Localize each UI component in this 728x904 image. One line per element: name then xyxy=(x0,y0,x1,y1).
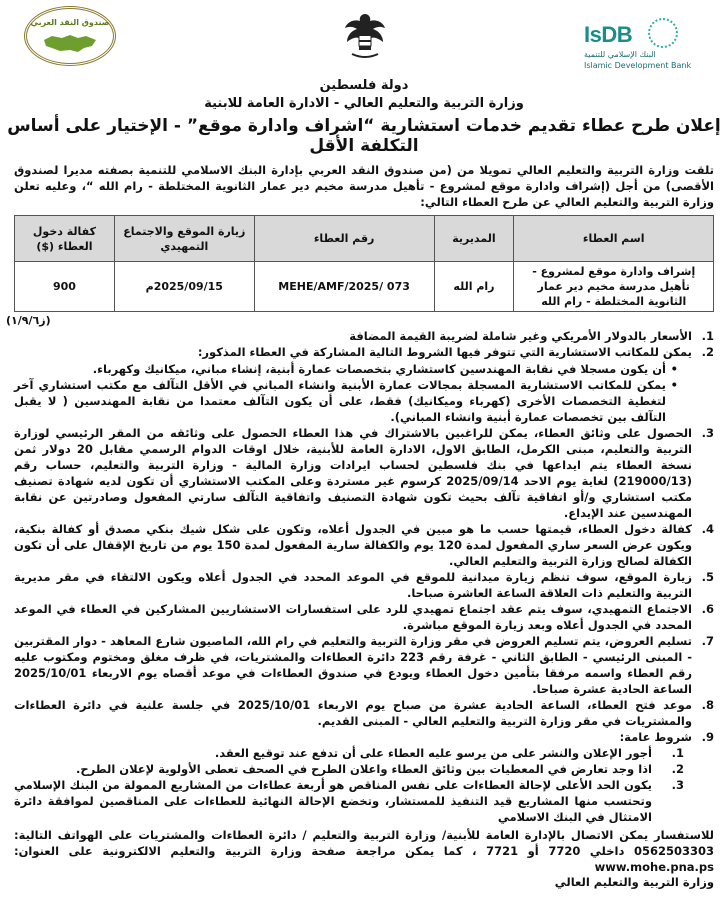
table-row xyxy=(15,262,714,312)
announcement-title: إعلان طرح عطاء تقديم خدمات استشارية “اشراف وادارة موقع” - الإختيار على أساس التكلفة الأقل xyxy=(7,116,721,156)
tender-table xyxy=(14,215,714,312)
clause-3: 3. الحصول على وثائق العطاء، يمكن للراغبين بالاشتراك في هذا العطاء الحصول على وثائقه من المقر الرئيسي لوزارة التربية والتعليم، مبنى الكرمل، الطابق الاول، الادارة العامة للأبنية، خلال اوقات الدوام الرسمي مقابل 20 دولار ثمن نسخة العطاء يتم ايداعها في بنك فلسطين لحساب ايرادات وزارة المالية - وزارة التربية والتعليم، حساب رقم (219000/13) لغاية يوم الاحد 2025/09/14 كرسوم غير مستردة وعلى المكتب الاستشاري أن تكون لديه شهادة تصنيف مكتب استشاري و/أو اتفاقية تآلف بحيث تكون شهادة التصنيف واتفاقية التآلف سارتي المفعول وصادرتين عن نقابة المهندسين عند الإيداع. xyxy=(14,426,714,520)
fund-logo-text: صندوق النقد العربي xyxy=(30,18,110,27)
palestine-eagle-emblem-icon xyxy=(342,10,388,62)
list-item: 3. يكون الحد الأعلى لإحالة العطاءات على نفس المناقص هو أربعة عطاءات من المشاريع الممولة من البنك الإسلامي وتحتسب منها المشاريع قيد التنفيذ للمستشار، وتخضع الإحالة النهائية للعطاءات على المناقصين لموافقة دائرة الامتثال في البنك الاسلامي xyxy=(14,778,684,824)
header-tender-name: اسم العطاء xyxy=(514,216,714,262)
clause-2: 2. يمكن للمكاتب الاستشارية التي تتوفر فيها الشروط التالية المشاركة في العطاء المذكور: • أن يكون مسجلا في نقابة المهندسين كاستشاري بتخصصات عمارة أبنية، إنشاء مباني، ميكانيك وكهرباء. • يمكن للمكاتب الاستشارية المسجلة بمجالات عمارة الأبنية وانشاء المباني في الأقل التآلف مع مكتب استشاري آخر لتغطية التخصصات الأخرى (كهرباء وميكانيك) فقط، على أن يكون التآلف معتمدا من نقابة المهندسين ( لا يقبل التآلف بين تخصصات عمارة أبنية وانشاء المباني). xyxy=(14,344,714,425)
list-item: • أن يكون مسجلا في نقابة المهندسين كاستشاري بتخصصات عمارة أبنية، إنشاء مباني، ميكانيك وكهرباء. xyxy=(14,361,678,377)
clause-2-bullets xyxy=(14,361,678,425)
reference-code: (ز١/٩/٦) xyxy=(6,314,51,327)
intro-paragraph: تلقت وزارة التربية والتعليم العالي تمويلا من (من صندوق النقد العربي بإدارة البنك الاسلامي للتنمية بصفته مديرا لصندوق الأقصى) من أجل (إشراف وادارة موقع لمشروع - تأهيل مدرسة مخيم دير عمار الثانوية المختلطة - رام الله “، وعليه تعلن وزارة التربية والتعليم العالي عن طرح العطاء التالي: xyxy=(14,163,714,209)
ministry-name: وزارة التربية والتعليم العالي - الادارة العامة للابنية xyxy=(204,96,524,111)
country-name: دولة فلسطين xyxy=(319,78,409,93)
header xyxy=(6,0,722,72)
list-item: 1. أجور الإعلان والنشر على من يرسو عليه العطاء على أن تدفع عند توقيع العقد. xyxy=(214,746,684,760)
isdb-logo-text: IsDB xyxy=(584,22,633,47)
contact-paragraph: للاستفسار يمكن الاتصال بالإدارة العامة للأبنية/ وزارة التربية والتعليم / دائرة العطاءات والمشتريات على الهواتف التالية: 0562503303 داخلي 7720 أو 7721 ، كما يمكن مراجعة صفحة وزارة التربية والتعليم الالكترونية على العنوان: www.mohe.pna.ps xyxy=(14,828,714,874)
table-header-row xyxy=(15,216,714,262)
clause-4: 4. كفالة دخول العطاء، قيمتها حسب ما هو مبين في الجدول أعلاه، وتكون على شكل شيك بنكي مصدق أو كفالة بنكية، ويكون عرض السعر ساري المفعول لمدة 120 يوم والكفالة سارية المفعول لمدة 150 يوم من تاريخ الإقفال على أن تكون الكفالة لصالح وزارة التربية والتعليم العالي. xyxy=(14,522,714,568)
isdb-english-name: Islamic Development Bank xyxy=(584,61,692,70)
header-site-visit: زيارة الموقع والاجتماع التمهيدي xyxy=(114,216,254,262)
arab-world-map-icon xyxy=(42,30,98,54)
list-item: • يمكن للمكاتب الاستشارية المسجلة بمجالات عمارة الأبنية وانشاء المباني في الأقل التآلف مع مكتب استشاري آخر لتغطية التخصصات الأخرى (كهرباء وميكانيك) فقط، على أن يكون التآلف معتمدا من نقابة المهندسين ( لا يقبل التآلف بين تخصصات عمارة أبنية وانشاء المباني). xyxy=(14,377,678,425)
cell-tender-number: MEHE/AMF/2025/ 073 xyxy=(254,262,434,312)
clauses-list xyxy=(14,328,714,825)
clause-5: 5. زيارة الموقع، سوف تنظم زيارة ميدانية للموقع في الموعد المحدد في الجدول أعلاه ويكون الالتقاء في مقر مديرية التربية والتعليم ذات العلاقة الساعة العاشرة صباحا. xyxy=(14,570,714,600)
titles xyxy=(6,78,722,156)
isdb-logo xyxy=(584,12,726,72)
cell-site-visit-date: 2025/09/15م xyxy=(114,262,254,312)
cell-tender-name: إشراف وادارة موقع لمشروع - تأهيل مدرسة مخيم دير عمار الثانوية المختلطة - رام الله xyxy=(514,262,714,312)
isdb-arabic-name: البنك الإسلامي للتنمية xyxy=(584,50,656,59)
header-tender-number: رقم العطاء xyxy=(254,216,434,262)
clause-6: 6. الاجتماع التمهيدي، سوف يتم عقد اجتماع تمهيدي للرد على استفسارات الاستشاريين المشاركين في العطاء في الموعد المحدد في الجدول أعلاه وبعد زيارة الموقع مباشرة. xyxy=(14,602,714,632)
header-directorate: المديرية xyxy=(434,216,514,262)
list-item: 2. اذا وجد تعارض في المعطيات بين وثائق العطاء واعلان الطرح في الصحف تعطى الأولوية لإعلان الطرح. xyxy=(75,762,684,776)
clause-8: 8. موعد فتح العطاء، الساعة الحادية عشرة من صباح يوم الاربعاء 2025/10/01 في جلسة علنية في دائرة العطاءات والمشتريات في مقر وزارة التربية والتعليم العالي - المبنى القديم. xyxy=(14,698,714,728)
cell-bid-bond: 900 xyxy=(15,262,115,312)
cell-directorate: رام الله xyxy=(434,262,514,312)
clause-1: 1. الأسعار بالدولار الأمريكي وغير شاملة لضريبة القيمة المضافة xyxy=(349,329,714,343)
isdb-globe-icon xyxy=(648,18,678,48)
clause-7: 7. تسليم العروض، يتم تسليم العروض في مقر وزارة التربية والتعليم في رام الله، الماصيون شارع المعاهد - دوار المقتربين - المبنى الرئيسي - الطابق الثاني - غرفة رقم 223 دائرة العطاءات والمشتريات، في ظرف مغلق ومختوم ومكتوب عليه رقم العطاء واسمه مرفقا بتأمين دخول العطاء ويودع في صندوق العطاءات في موعد أقصاه يوم الاربعاء 2025/10/01 الساعة الحادية عشرة صباحا. xyxy=(14,634,714,696)
signature: وزارة التربية والتعليم العالي xyxy=(554,875,714,889)
clause-9: 9. شروط عامة: 1. أجور الإعلان والنشر على من يرسو عليه العطاء على أن تدفع عند توقيع العقد. 2. اذا وجد تعارض في المعطيات بين وثائق العطاء واعلان الطرح في الصحف تعطى الأولوية لإعلان الطرح. 3. يكون الحد الأعلى لإحالة العطاءات على نفس المناقص هو أربعة عطاءات من المشاريع الممولة من البنك الإسلامي وتحتسب منها المشاريع قيد التنفيذ للمستشار، وتخضع الإحالة النهائية للعطاءات على المناقصين لموافقة دائرة الامتثال في البنك الاسلامي xyxy=(14,730,714,824)
general-conditions-list xyxy=(14,745,692,825)
arab-monetary-fund-logo xyxy=(24,6,116,66)
header-bid-bond: كفالة دخول العطاء ($) xyxy=(15,216,115,262)
